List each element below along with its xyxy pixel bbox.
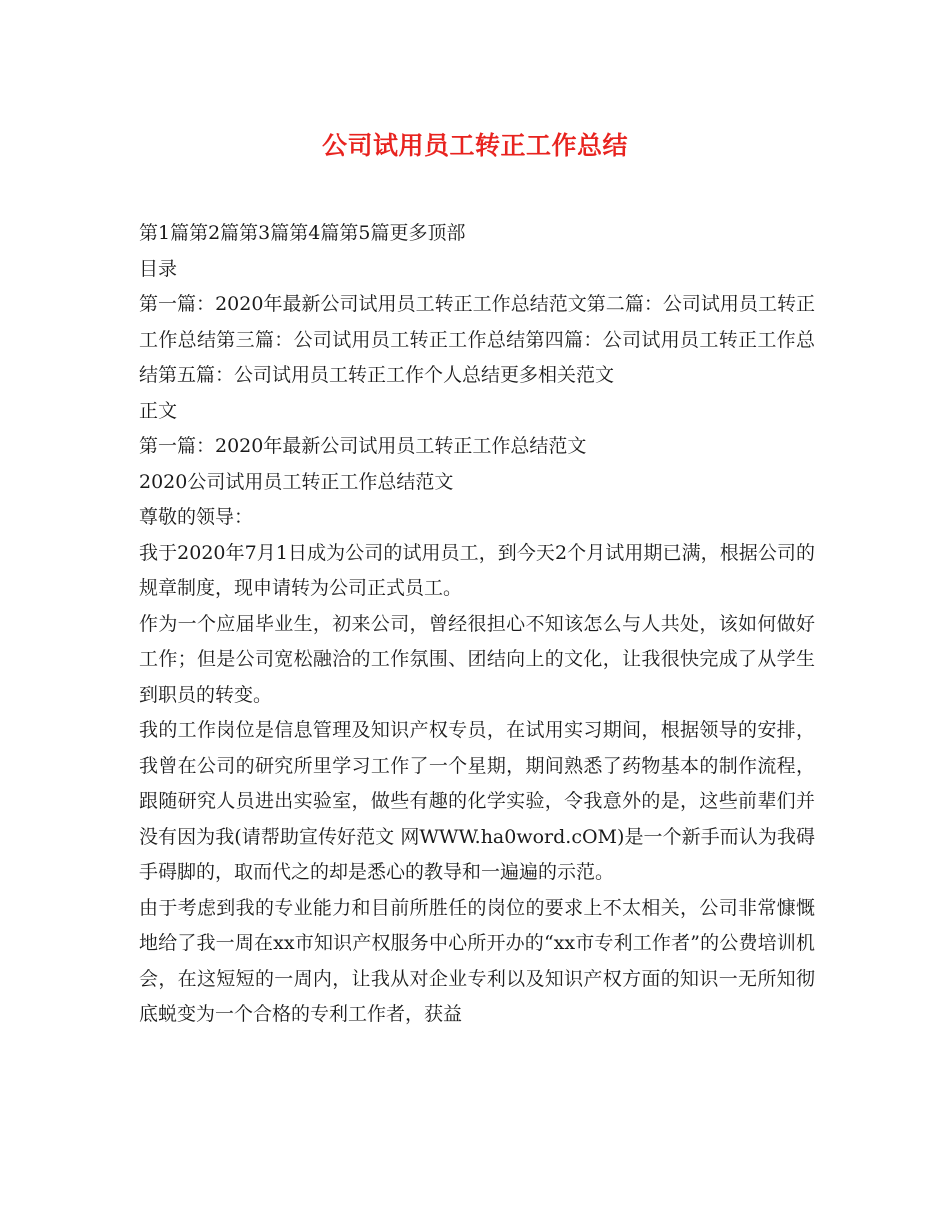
article-heading: 第一篇：2020年最新公司试用员工转正工作总结范文 [139,435,587,457]
toc-nav-line: 第1篇第2篇第3篇第4篇第5篇更多顶部 [139,222,466,244]
article-subtitle: 2020公司试用员工转正工作总结范文 [139,470,454,493]
document-body [139,216,815,1033]
paragraph: 由于考虑到我的专业能力和目前所胜任的岗位的要求上不太相关，公司非常慷慨地给了我一周在xx市知识产权服务中心所开办的“xx市专利工作者”的公费培训机会，在这短短的一周内，让我从对企业专利以及知识产权方面的知识一无所知彻底蜕变为一个合格的专利工作者，获益 [139,896,815,1025]
paragraph: 作为一个应届毕业生，初来公司，曾经很担心不知该怎么与人共处，该如何做好工作；但是公司宽松融洽的工作氛围、团结向上的文化，让我很快完成了从学生到职员的转变。 [139,612,815,706]
document-title: 公司试用员工转正工作总结 [321,131,628,160]
toc-list: 第一篇：2020年最新公司试用员工转正工作总结范文第二篇：公司试用员工转正工作总结第三篇：公司试用员工转正工作总结第四篇：公司试用员工转正工作总结第五篇：公司试用员工转正工作个人总结更多相关范文 [139,293,815,386]
toc-heading: 目录 [139,257,178,280]
paragraph: 我于2020年7月1日成为公司的试用员工，到今天2个月试用期已满，根据公司的规章制度，现申请转为公司正式员工。 [139,541,815,599]
paragraph: 我的工作岗位是信息管理及知识产权专员，在试用实习期间，根据领导的安排，我曾在公司的研究所里学习工作了一个星期，期间熟悉了药物基本的制作流程，跟随研究人员进出实验室，做些有趣的化学实验，令我意外的是，这些前辈们并没有因为我(请帮助宣传好范文 网WWW.ha0word.cOM)是一个新手而认为我碍手碍脚的，取而代之的却是悉心的教导和一遍遍的示范。 [139,719,815,883]
salutation: 尊敬的领导： [139,506,254,528]
body-heading: 正文 [139,399,178,422]
